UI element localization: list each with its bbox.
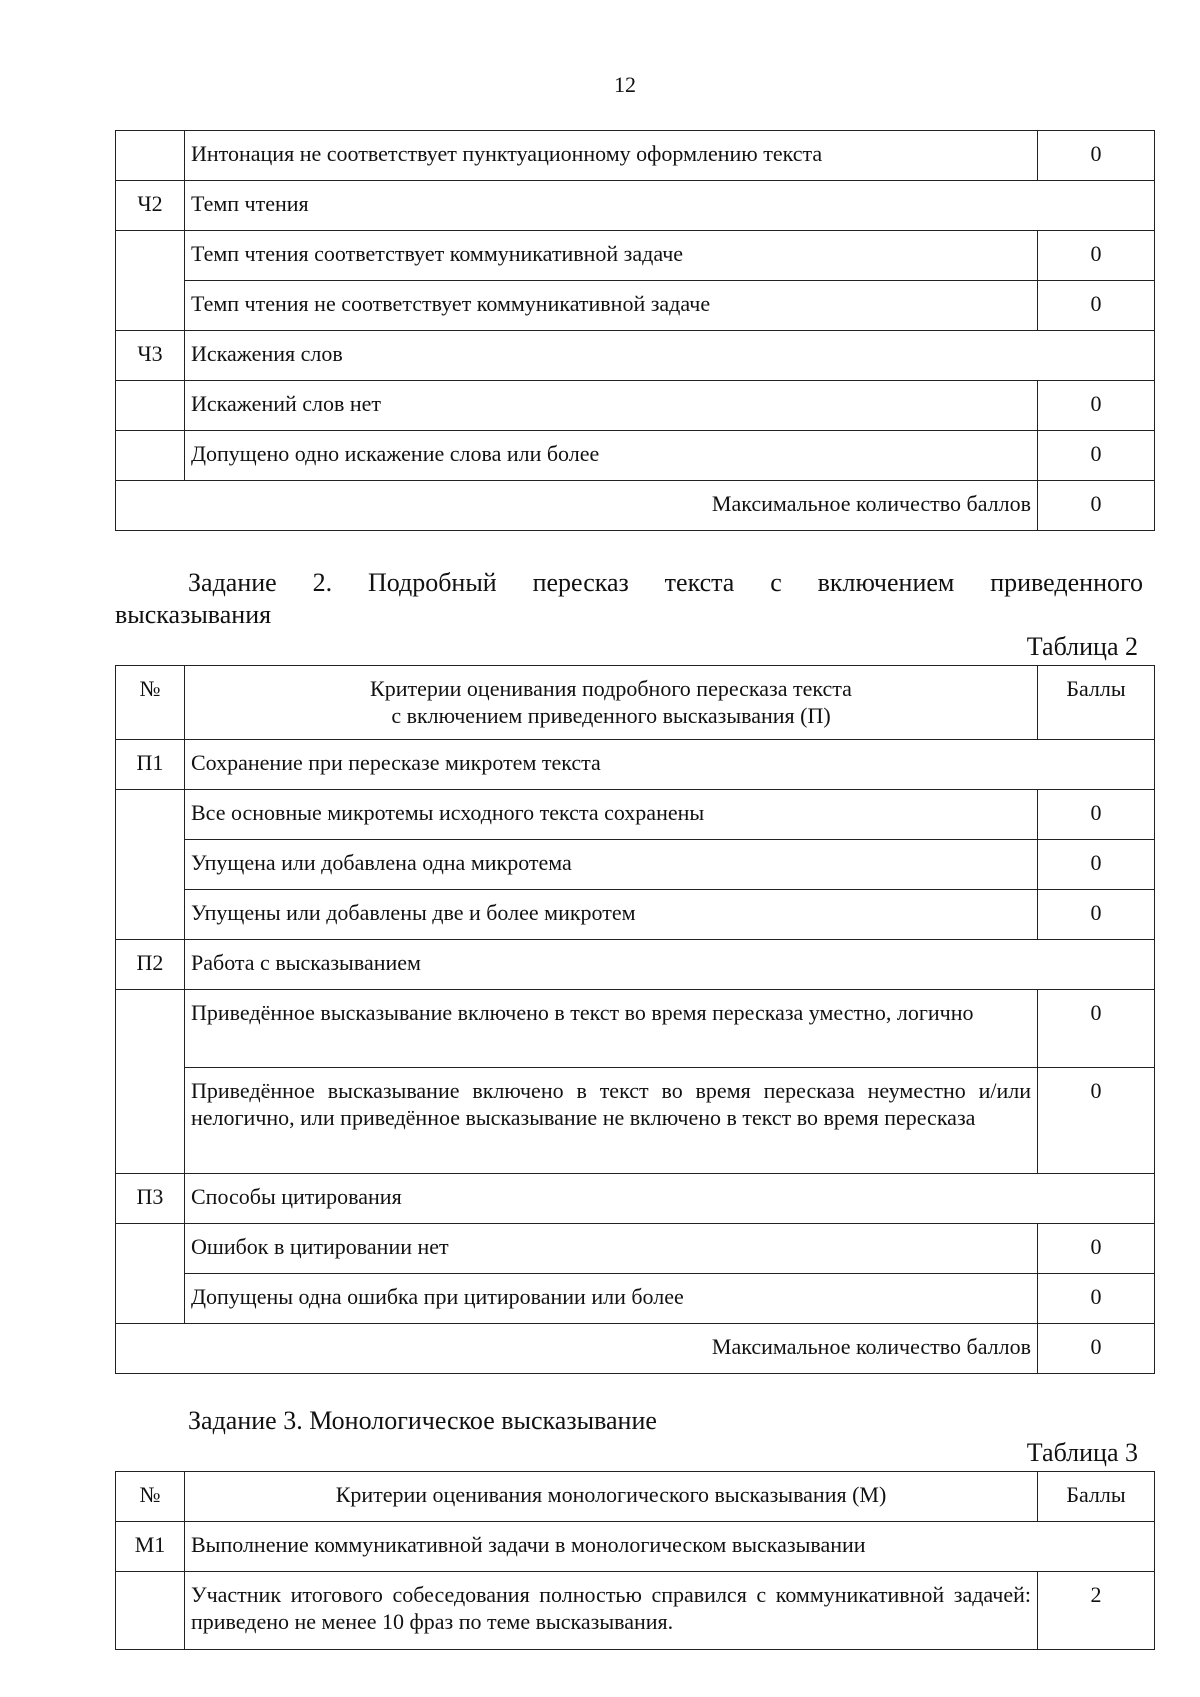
table-row (116, 1274, 1155, 1324)
criterion-score: 0 (1038, 231, 1155, 281)
header-score: Баллы (1038, 666, 1155, 740)
row-number (116, 381, 185, 431)
page-number: 12 (614, 72, 636, 97)
table3-caption: Таблица 3 (1026, 1438, 1138, 1467)
criterion-score: 0 (1038, 790, 1155, 840)
table-row (116, 281, 1155, 331)
criterion-text: Участник итогового собеседования полностью справился с коммуникативной задачей: приведено не менее 10 фраз по теме высказывания. (185, 1572, 1038, 1650)
retelling-criteria-table (115, 665, 1155, 1374)
criterion-text: Темп чтения соответствует коммуникативной задаче (185, 231, 1038, 281)
total-score: 0 (1038, 481, 1155, 531)
table-row (116, 231, 1155, 281)
criterion-text: Допущено одно искажение слова или более (185, 431, 1038, 481)
criterion-score: 0 (1038, 840, 1155, 890)
table-row (116, 1174, 1155, 1224)
criterion-text: Интонация не соответствует пунктуационному оформлению текста (185, 131, 1038, 181)
table-row (116, 1068, 1155, 1174)
header-criteria-line2: с включением приведенного высказывания (П) (391, 703, 831, 728)
table-row (116, 940, 1155, 990)
criterion-score: 0 (1038, 431, 1155, 481)
criterion-text: Все основные микротемы исходного текста сохранены (185, 790, 1038, 840)
header-criteria: Критерии оценивания монологического высказывания (М) (185, 1472, 1038, 1522)
table-row (116, 431, 1155, 481)
header-number: № (116, 666, 185, 740)
criterion-text: Приведённое высказывание включено в текст во время пересказа неуместно и/или нелогично, или приведённое высказывание не включено в текст во время пересказа (185, 1068, 1038, 1174)
row-number: Ч3 (116, 331, 185, 381)
criterion-text: Искажений слов нет (185, 381, 1038, 431)
row-number (116, 231, 185, 331)
criterion-score: 0 (1038, 1274, 1155, 1324)
row-number: П2 (116, 940, 185, 990)
criterion-score: 0 (1038, 131, 1155, 181)
table-row (116, 381, 1155, 431)
table-row (116, 1522, 1155, 1572)
table-row (116, 331, 1155, 381)
criterion-score: 0 (1038, 381, 1155, 431)
table-row (116, 1224, 1155, 1274)
table-row (116, 1572, 1155, 1650)
table-row (116, 990, 1155, 1068)
task2-heading-line2: высказывания (115, 600, 272, 629)
total-label: Максимальное количество баллов (116, 1324, 1038, 1374)
row-number (116, 431, 185, 481)
table-total-row (116, 481, 1155, 531)
task3-heading: Задание 3. Монологическое высказывание (188, 1406, 657, 1435)
monologue-criteria-table (115, 1471, 1155, 1650)
header-number: № (116, 1472, 185, 1522)
criterion-text: Допущены одна ошибка при цитировании или более (185, 1274, 1038, 1324)
criterion-text: Ошибок в цитировании нет (185, 1224, 1038, 1274)
criterion-group-title: Сохранение при пересказе микротем текста (185, 740, 1155, 790)
table-row (116, 890, 1155, 940)
reading-criteria-table (115, 130, 1155, 531)
table2-caption: Таблица 2 (1026, 632, 1138, 661)
table-row (116, 181, 1155, 231)
row-number (116, 1224, 185, 1324)
criterion-score: 0 (1038, 1224, 1155, 1274)
criterion-text: Упущена или добавлена одна микротема (185, 840, 1038, 890)
table-row (116, 131, 1155, 181)
criterion-text: Упущены или добавлены две и более микротем (185, 890, 1038, 940)
header-criteria-line1: Критерии оценивания подробного пересказа текста (370, 676, 852, 701)
task2-heading-line1: Задание 2. Подробный пересказ текста с включением приведенного (188, 568, 1143, 597)
criterion-group-title: Темп чтения (185, 181, 1155, 231)
criterion-text: Темп чтения не соответствует коммуникативной задаче (185, 281, 1038, 331)
row-number (116, 790, 185, 940)
header-criteria (185, 666, 1038, 740)
criterion-score: 2 (1038, 1572, 1155, 1650)
total-score: 0 (1038, 1324, 1155, 1374)
row-number (116, 131, 185, 181)
row-number: Ч2 (116, 181, 185, 231)
criterion-score: 0 (1038, 890, 1155, 940)
criterion-group-title: Способы цитирования (185, 1174, 1155, 1224)
criterion-score: 0 (1038, 1068, 1155, 1174)
criterion-group-title: Работа с высказыванием (185, 940, 1155, 990)
table-row (116, 840, 1155, 890)
table-row (116, 740, 1155, 790)
criterion-group-title: Выполнение коммуникативной задачи в монологическом высказывании (185, 1522, 1155, 1572)
row-number (116, 1572, 185, 1650)
total-label: Максимальное количество баллов (116, 481, 1038, 531)
criterion-score: 0 (1038, 990, 1155, 1068)
table-header-row (116, 1472, 1155, 1522)
criterion-text: Приведённое высказывание включено в текст во время пересказа уместно, логично (185, 990, 1038, 1068)
row-number: П1 (116, 740, 185, 790)
table-header-row (116, 666, 1155, 740)
row-number (116, 990, 185, 1174)
criterion-score: 0 (1038, 281, 1155, 331)
table-row (116, 790, 1155, 840)
table-total-row (116, 1324, 1155, 1374)
row-number: П3 (116, 1174, 185, 1224)
row-number: М1 (116, 1522, 185, 1572)
header-score: Баллы (1038, 1472, 1155, 1522)
criterion-group-title: Искажения слов (185, 331, 1155, 381)
